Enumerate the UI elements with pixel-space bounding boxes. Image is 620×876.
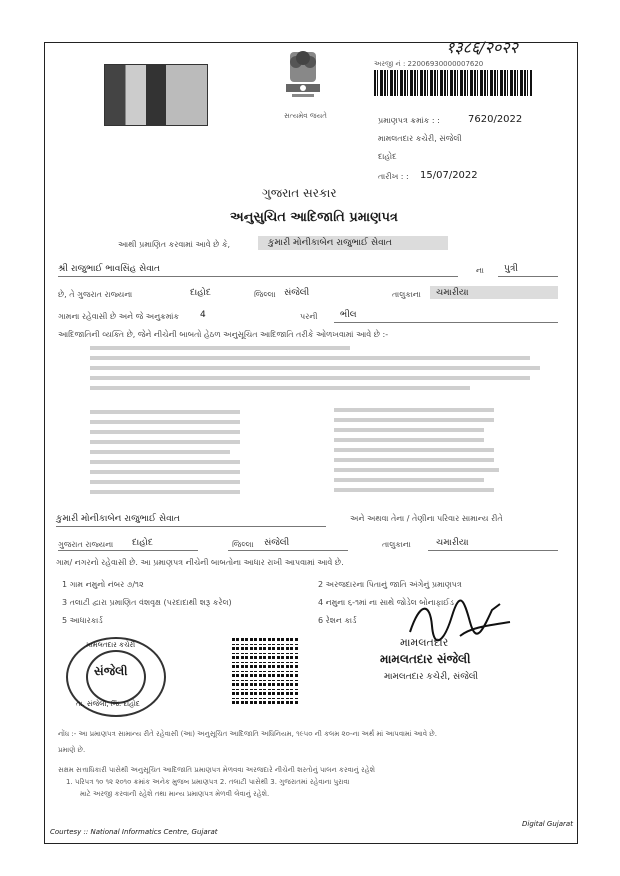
footer-note: નોંધ :- આ પ્રમાણપત્ર સામાન્ય રીતે રહેવાસી (આ) અનુસૂચિત આદિજાતિ અધિનિયમ, ૧૯૫૦ ની કલમ ૨૦-ના અર્થ માં આપવામાં આવે છે. (58, 730, 437, 738)
barcode (374, 70, 532, 96)
second-district: દાહોદ (132, 538, 153, 548)
document-5: 5 આધારકાર્ડ (62, 616, 103, 625)
second-taluka-label: તાલુકાના (382, 540, 411, 549)
serial-number: 4 (200, 310, 206, 320)
instruction-1: 1. પરિપત્ર ૧૦ ૧૨ ૨૦૧૦ ક્રમાંક અનેક મુજબ પ્રમાણપત્ર 2. તલાટી પાસેથી 3. ગુજરાતમાં રહેવાના પુરાવા (66, 778, 350, 786)
document-2: 2 અરજદારના પિતાનું જાતિ અંગેનું પ્રમાણપત્ર (318, 580, 462, 589)
document-1: 1 ગામ નમુનો નંબર ૭/૧૨ (62, 580, 144, 589)
taluka-label: તાલુકાના (392, 290, 421, 299)
signatory-title: મામલતદાર (400, 636, 449, 649)
seal-text-center: સંજેલી (94, 664, 128, 678)
family-text: અને અથવા તેના / તેણીના પરિવાર સામાન્ય રીતે (350, 514, 503, 523)
header-district: દાહોદ (378, 152, 397, 161)
tribe: ભીલ (340, 310, 357, 320)
serial-label: પરની (300, 312, 318, 321)
district: દાહોદ (190, 288, 211, 298)
second-district-label: જિલ્લા (232, 540, 254, 549)
tribe-line (334, 322, 558, 323)
signatory-designation: મામલતદાર સંજેલી (380, 652, 471, 666)
father-line (58, 276, 458, 277)
document-3: 3 તલાટી દ્વારા પ્રમાણિત વંશવૃક્ષ (પરદાદાથી શરૂ કરેલ) (62, 598, 232, 607)
certificate-no-label: પ્રમાણપત્ર ક્રમાંક : : (378, 116, 440, 125)
second-name-line (56, 526, 326, 527)
village-line: ગામના રહેવાસી છે અને જે અનુક્રમાંક (58, 312, 180, 321)
certificate-no: 7620/2022 (468, 114, 523, 125)
handwritten-number: १३८६/२०२२ (446, 38, 518, 57)
application-number: અરજી નં : 22006930000007620 (374, 60, 484, 68)
qr-code (230, 636, 298, 704)
applicant-photo (104, 64, 208, 126)
courtesy-text: Courtesy :: National Informatics Centre, Gujarat (50, 828, 218, 836)
signatory-office: મામલતદાર કચેરી, સંજેલી (384, 672, 479, 682)
document-6: 6 રેશન કાર્ડ (318, 616, 357, 625)
second-taluka-line (228, 550, 348, 551)
digital-gujarat: Digital Gujarat (522, 820, 573, 828)
na-label: ના (476, 266, 484, 275)
document-4: 4 નમુના ૬-૧માં ના સાથે જોડેલ બોનાફાઈડ (318, 598, 454, 607)
second-village-line-text: ગામ/ નગરનો રહેવાસી છે. આ પ્રમાણપત્ર નીચેની બાબતોના આધાર રાખી આપવામાં આવે છે. (56, 558, 344, 567)
second-district-line (58, 550, 198, 551)
applicant-name: કુમારી મોનીકાબેન રાજુભાઈ સેવાત (268, 238, 392, 248)
emblem-icon (278, 48, 328, 114)
issue-date: 15/07/2022 (420, 170, 478, 181)
relation: પુત્રી (504, 264, 518, 274)
second-taluka: સંજેલી (264, 538, 290, 548)
second-name: કુમારી મોનીકાબેન રાજુભાઈ સેવાત (56, 514, 180, 524)
certificate-title: અનુસુચિત આદિજાતિ પ્રમાણપત્ર (230, 210, 398, 225)
second-state-label: ગુજરાત રાજ્યના (58, 540, 114, 549)
relation-line (498, 276, 558, 277)
date-label: તારીખ : : (378, 172, 409, 181)
intro-text: આથી પ્રમાણિત કરવામાં આવે છે કે, (118, 240, 231, 249)
seal-text-bottom: તા. સંજેલી, જિ. દાહોદ (76, 700, 140, 708)
second-village: ચમારીયા (436, 538, 469, 548)
instructions: સક્ષમ સત્તાધિકારી પાસેથી અનુસૂચિત આદિજાતિ પ્રમાણપત્ર મેળવવા અરજદારે નીચેની શરતોનું પાલન કરવાનું રહેશે (58, 766, 375, 774)
header-office: મામલતદાર કચેરી, સંજેલી (378, 134, 462, 143)
tribe-note: આદિજાતિની વ્યક્તિ છે, જેને નીચેની બાબતો હેઠળ અનુસૂચિત આદિજાતિ તરીકે ઓળખવામાં આવે છે :- (58, 330, 389, 339)
district-label: જિલ્લા (254, 290, 276, 299)
instruction-2: માટે અરજી કરવાની રહેશે તથા માન્ય પ્રમાણપત્ર મેળવી લેવાનું રહેશે. (80, 790, 270, 798)
second-village-line (428, 550, 558, 551)
seal-text-top: મામલતદાર કચેરી (86, 641, 136, 649)
state-title: ગુજરાત સરકાર (262, 186, 337, 200)
state-label: છે, તે ગુજરાત રાજ્યના (58, 290, 133, 299)
emblem-caption: સત્યમેવ જયતે (284, 112, 327, 120)
footer-note-2: પ્રમાણે છે. (58, 746, 86, 754)
village: ચમારીયા (436, 288, 469, 298)
taluka: સંજેલી (284, 288, 310, 298)
father-name: શ્રી રાજુભાઈ ભાવસિંહ સેવાત (58, 264, 161, 274)
